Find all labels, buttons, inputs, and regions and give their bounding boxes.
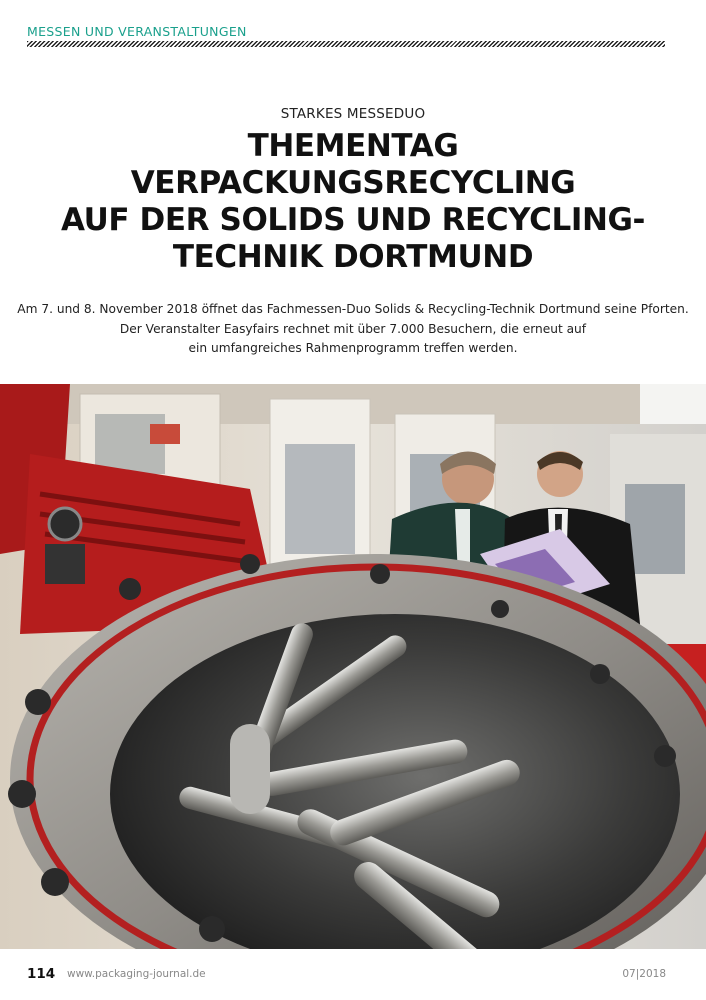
headline-line: THEMENTAG: [247, 128, 459, 164]
lead-line: ein umfangreiches Rahmenprogramm treffen werden.: [188, 341, 518, 355]
article-photo: [0, 384, 706, 949]
lead-line: Am 7. und 8. November 2018 öffnet das Fachmessen-Duo Solids & Recycling-Technik Dortmund seine Pforten.: [17, 302, 689, 316]
hatched-divider: [27, 41, 665, 47]
headline-line: VERPACKUNGSRECYCLING: [130, 165, 576, 201]
trade-fair-photo: [0, 384, 706, 949]
footer-url[interactable]: www.packaging-journal.de: [67, 968, 206, 980]
lead-line: Der Veranstalter Easyfairs rechnet mit über 7.000 Besuchern, die erneut auf: [119, 321, 587, 336]
article-headline: [20, 128, 686, 276]
page-number: 114: [27, 966, 56, 982]
article-kicker: STARKES MESSEDUO: [280, 106, 426, 122]
article-lead: [14, 300, 692, 359]
issue-label: 07|2018: [622, 968, 666, 980]
headline-line: AUF DER SOLIDS UND RECYCLING-: [60, 202, 646, 238]
section-label: MESSEN UND VERANSTALTUNGEN: [27, 24, 247, 39]
headline-line: TECHNIK DORTMUND: [172, 239, 534, 275]
